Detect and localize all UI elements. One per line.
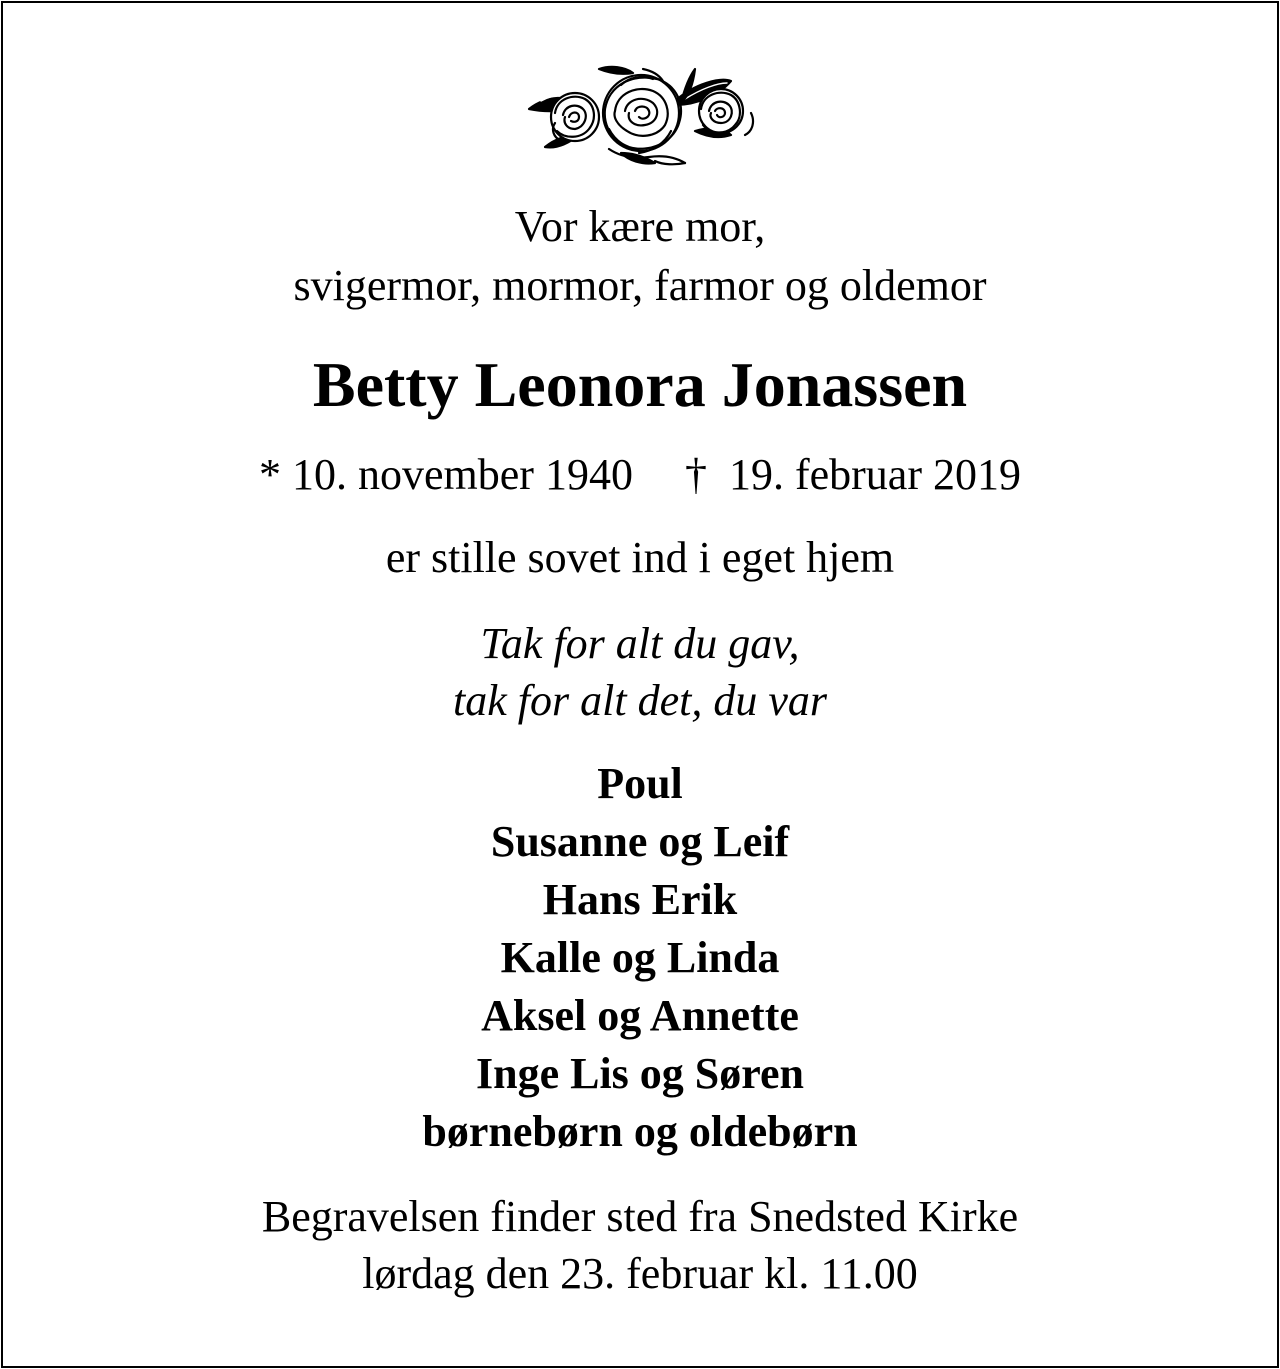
verse-line-1: Tak for alt du gav, [480, 619, 800, 668]
obituary-frame [1, 1, 1279, 1368]
intro-line-2: svigermor, mormor, farmor og oldemor [293, 261, 987, 310]
mourner-name: Inge Lis og Søren [475, 1049, 805, 1098]
life-dates [3, 447, 1277, 503]
death-symbol: † [684, 450, 707, 499]
birth-date: 10. november 1940 [292, 450, 633, 499]
mourner-name: børnebørn og oldebørn [422, 1107, 858, 1156]
funeral-line-1: Begravelsen finder sted fra Snedsted Kirke [261, 1192, 1019, 1241]
verse-line-2: tak for alt det, du var [453, 676, 827, 725]
death-date: 19. februar 2019 [728, 450, 1021, 499]
deceased-name: Betty Leonora Jonassen [312, 349, 968, 420]
mourner-name: Kalle og Linda [500, 933, 780, 982]
mourner-name: Hans Erik [542, 875, 738, 924]
mourner-name: Susanne og Leif [490, 817, 790, 866]
passing-text: er stille sovet ind i eget hjem [385, 533, 895, 582]
mourner-name: Aksel og Annette [481, 991, 799, 1040]
mourner-name: Poul [597, 759, 683, 808]
rose-bouquet-icon [525, 65, 761, 169]
funeral-line-2: lørdag den 23. februar kl. 11.00 [362, 1249, 918, 1298]
intro-line-1: Vor kære mor, [514, 202, 766, 251]
birth-symbol: * [259, 450, 282, 499]
